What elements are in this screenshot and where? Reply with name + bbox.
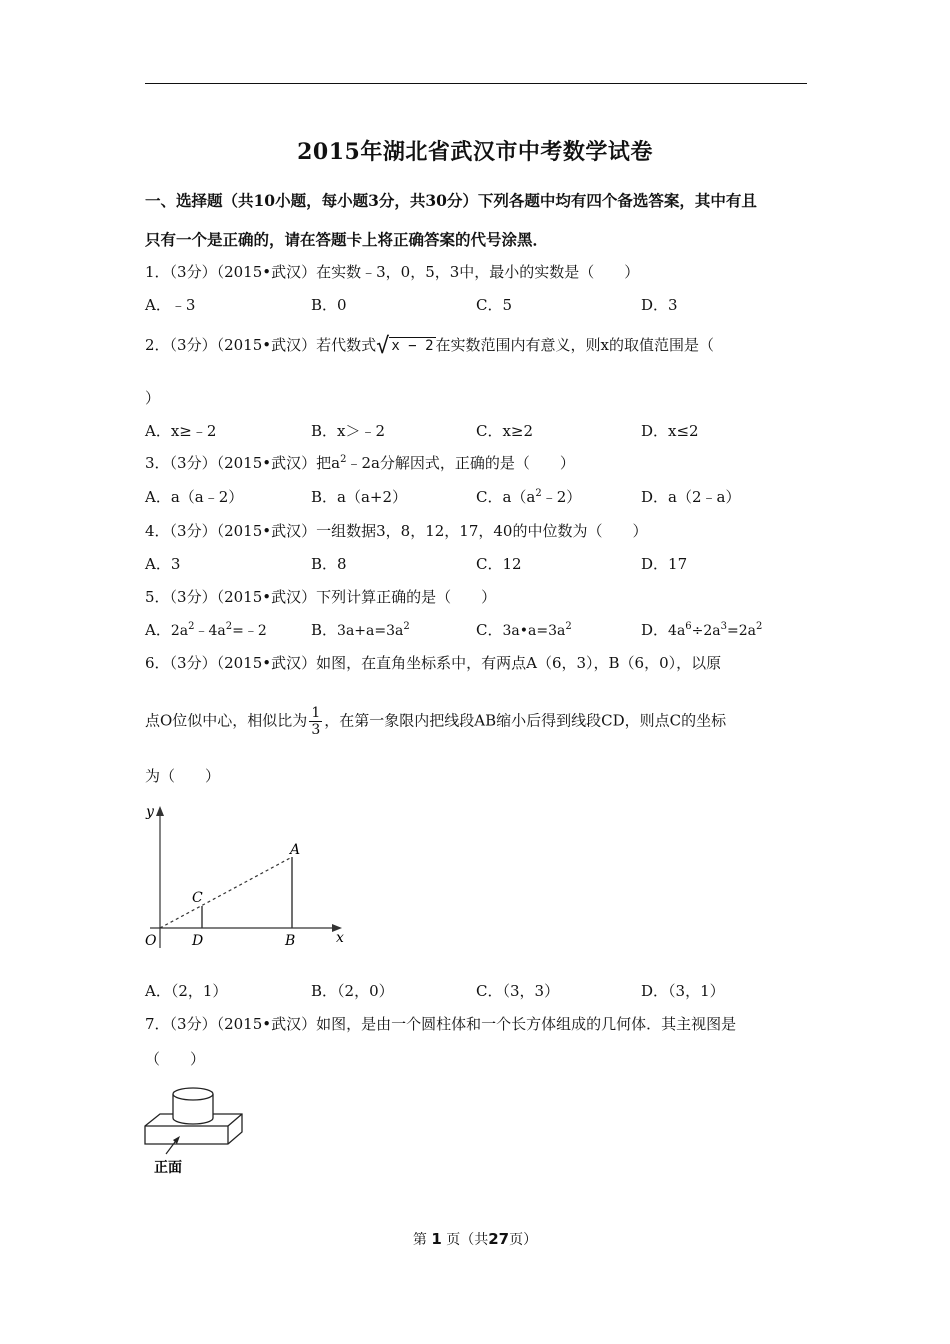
label-d: D bbox=[192, 933, 204, 949]
question-6-line1: 6．（3分）（2015•武汉）如图，在直角坐标系中，有两点A（6，3），B（6，0），以原 bbox=[145, 654, 722, 672]
q3-option-c-end: ﹣2） bbox=[541, 488, 582, 506]
q5-option-c bbox=[476, 619, 572, 640]
q5-d-label: D． bbox=[641, 621, 669, 639]
q5-option-a bbox=[145, 619, 267, 640]
q5-a-exp1: 2 bbox=[188, 621, 195, 632]
q5-d-exp1: 6 bbox=[685, 621, 692, 632]
q5-a-result: =﹣2 bbox=[232, 623, 267, 639]
q6-line2-start: 点O位似中心，相似比为 bbox=[145, 711, 308, 730]
question-1-stem: 1．（3分）（2015•武汉）在实数﹣3，0，5，3中，最小的实数是（ ） bbox=[145, 263, 640, 281]
q6-option-a: A．（2，1） bbox=[145, 982, 228, 1000]
radical-sign-icon: √ bbox=[376, 334, 390, 359]
q2-option-c: C．x≥2 bbox=[476, 422, 534, 440]
question-7-line1: 7．（3分）（2015•武汉）如图，是由一个圆柱体和一个长方体组成的几何体．其主视图是 bbox=[145, 1015, 737, 1033]
page-title: 2015年湖北省武汉市中考数学试卷 bbox=[297, 139, 653, 165]
q4-option-a: A．3 bbox=[145, 555, 181, 573]
solid-figure bbox=[140, 1080, 260, 1180]
coordinate-figure bbox=[140, 800, 360, 960]
header-rule bbox=[145, 83, 807, 84]
q5-option-b bbox=[311, 619, 410, 640]
question-7-line2: （ ） bbox=[145, 1050, 206, 1068]
q3-option-b: B．a（a+2） bbox=[311, 488, 408, 506]
q5-c-exp: 2 bbox=[565, 621, 572, 632]
q5-d-result: =2a bbox=[727, 623, 757, 639]
q5-d-term1: 4a bbox=[668, 623, 686, 639]
q6-line2-end: ，在第一象限内把线段AB缩小后得到线段CD，则点C的坐标 bbox=[324, 711, 727, 730]
q5-a-term1: 2a bbox=[170, 623, 189, 639]
q5-a-term2: ﹣4a bbox=[194, 623, 226, 639]
question-2-stem bbox=[145, 334, 714, 359]
q5-d-term2: ÷2a bbox=[691, 623, 721, 639]
question-5-stem: 5．（3分）（2015•武汉）下列计算正确的是（ ） bbox=[145, 588, 497, 606]
q5-b-label: B． bbox=[311, 621, 338, 639]
label-y: y bbox=[146, 804, 154, 820]
q6-option-d: D．（3，1） bbox=[641, 982, 725, 1000]
label-x: x bbox=[336, 930, 344, 946]
y-axis-arrow-icon bbox=[156, 806, 164, 816]
sqrt-expression bbox=[376, 334, 435, 359]
footer-suffix: 页） bbox=[509, 1232, 538, 1248]
q4-option-c: C．12 bbox=[476, 555, 522, 573]
question-6-line2 bbox=[145, 705, 726, 738]
q5-d-exp2: 3 bbox=[720, 621, 728, 632]
q2-stem-end: 在实数范围内有意义，则x的取值范围是（ bbox=[435, 336, 714, 354]
page-total: 27 bbox=[488, 1230, 510, 1248]
q5-b-exp: 2 bbox=[403, 621, 410, 632]
q3-option-a: A．a（a﹣2） bbox=[145, 488, 244, 506]
q1-option-c: C．5 bbox=[476, 296, 513, 314]
q2-option-a: A．x≥﹣2 bbox=[145, 422, 217, 440]
q6-option-b: B．（2，0） bbox=[311, 982, 394, 1000]
cylinder-top bbox=[173, 1088, 213, 1100]
q3-stem-start: 3．（3分）（2015•武汉）把a bbox=[145, 454, 341, 472]
q5-a-label: A． bbox=[145, 621, 171, 639]
question-6-line3: 为（ ） bbox=[145, 767, 221, 785]
page-footer bbox=[0, 1229, 950, 1249]
question-2-stem-close: ） bbox=[145, 389, 161, 407]
q5-d-exp3: 2 bbox=[756, 621, 763, 632]
label-b: B bbox=[285, 933, 296, 949]
q4-option-b: B．8 bbox=[311, 555, 347, 573]
q5-b-expr: 3a+a=3a bbox=[337, 623, 404, 639]
q2-option-b: B．x＞﹣2 bbox=[311, 422, 386, 440]
q2-option-d: D．x≤2 bbox=[641, 422, 699, 440]
q3-option-c bbox=[476, 486, 581, 507]
question-4-stem: 4．（3分）（2015•武汉）一组数据3，8，12，17，40的中位数为（ ） bbox=[145, 522, 648, 540]
label-a: A bbox=[290, 842, 301, 858]
radicand: x − 2 bbox=[391, 338, 434, 354]
section-heading-line1: 一、选择题（共10小题，每小题3分，共30分）下列各题中均有四个备选答案，其中有且 bbox=[145, 191, 757, 210]
q1-option-b: B．0 bbox=[311, 296, 347, 314]
ratio-fraction bbox=[309, 705, 322, 738]
footer-prefix: 第 bbox=[412, 1232, 427, 1248]
q5-a-exp2: 2 bbox=[225, 621, 233, 632]
q5-option-d bbox=[641, 619, 762, 640]
label-o: O bbox=[145, 933, 157, 949]
question-3-stem bbox=[145, 452, 575, 473]
fraction-numerator: 1 bbox=[311, 705, 321, 721]
label-c: C bbox=[192, 890, 203, 906]
q3-stem-end: ﹣2a分解因式，正确的是（ ） bbox=[346, 454, 575, 472]
q3-exponent: 2 bbox=[340, 454, 347, 465]
section-heading-line2: 只有一个是正确的，请在答题卡上将正确答案的代号涂黑． bbox=[145, 230, 549, 249]
q1-option-a: A．﹣3 bbox=[145, 296, 196, 314]
footer-middle: 页（共 bbox=[446, 1232, 489, 1248]
q6-option-c: C．（3，3） bbox=[476, 982, 560, 1000]
front-view-label: 正面 bbox=[154, 1160, 182, 1176]
fraction-denominator: 3 bbox=[311, 722, 321, 738]
dashed-line-oa bbox=[160, 857, 292, 928]
q1-option-d: D．3 bbox=[641, 296, 678, 314]
q3-option-c-start: C．a（a bbox=[476, 488, 536, 506]
q5-c-label: C． bbox=[476, 621, 503, 639]
q4-option-d: D．17 bbox=[641, 555, 688, 573]
q5-c-expr: 3a•a=3a bbox=[502, 623, 566, 639]
q3-option-c-exponent: 2 bbox=[535, 488, 542, 499]
q3-option-d: D．a（2﹣a） bbox=[641, 488, 741, 506]
q2-stem-start: 2．（3分）（2015•武汉）若代数式 bbox=[145, 336, 377, 354]
page-number: 1 bbox=[431, 1230, 442, 1248]
